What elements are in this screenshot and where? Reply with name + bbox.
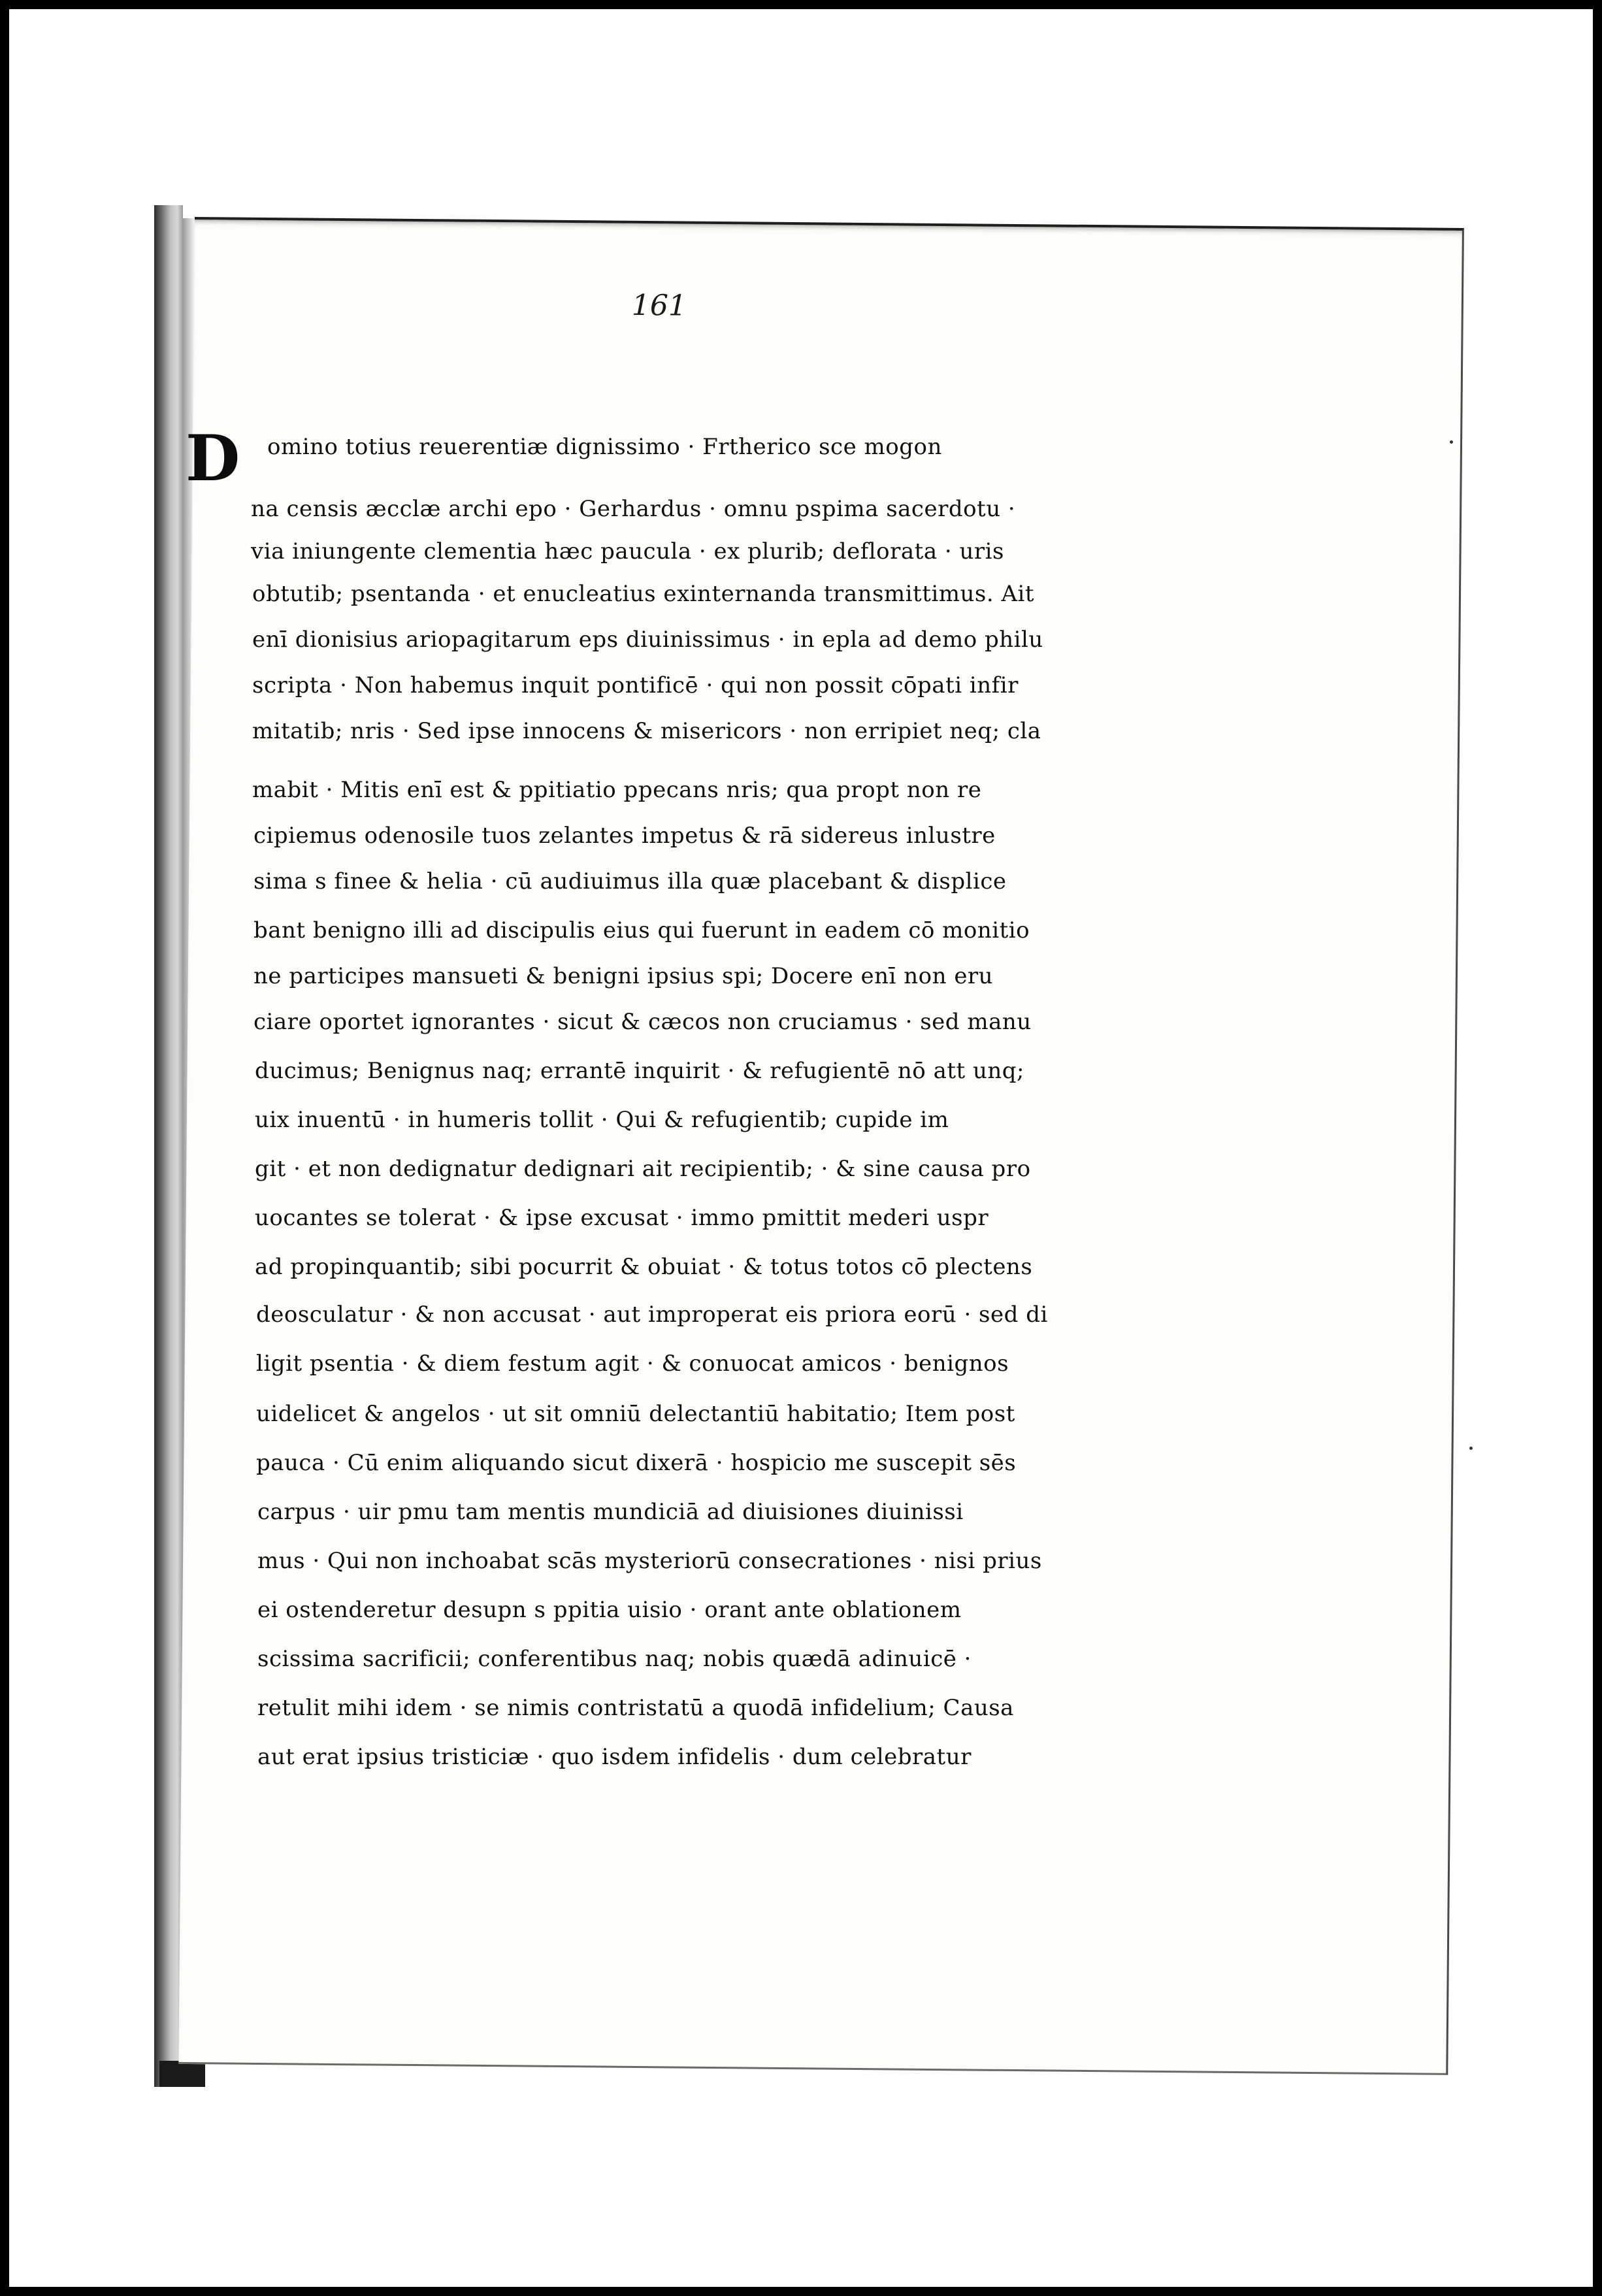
text-line: enī dionisius ariopagitarum eps diuinissimus · in epla ad demo philu [252,627,1043,653]
text-line: ligit psentia · & diem festum agit · & conuocat amicos · benignos [256,1351,1009,1377]
text-line: git · et non dedignatur dedignari ait recipientib; · & sine causa pro [255,1156,1031,1182]
text-line: ne participes mansueti & benigni ipsius spi; Docere enī non eru [253,963,994,989]
text-line: uix inuentū · in humeris tollit · Qui & refugientib; cupide im [255,1107,949,1133]
text-line: ad propinquantib; sibi pocurrit & obuiat · & totus totos cō plectens [255,1254,1033,1280]
text-line: na censis æcclæ archi epo · Gerhardus · omnu pspima sacerdotu · [251,496,1016,522]
text-line: via iniungente clementia hæc paucula · ex plurib; deflorata · uris [251,538,1004,565]
text-line: uocantes se tolerat · & ipse excusat · immo pmittit mederi uspr [255,1205,989,1231]
text-line: aut erat ipsius tristiciæ · quo isdem infidelis · dum celebratur [257,1744,972,1770]
margin-mark [1469,1447,1473,1450]
text-line: omino totius reuerentiæ dignissimo · Frtherico sce mogon [267,434,942,460]
text-line: sima s finee & helia · cū audiuimus illa quæ placebant & displice [253,868,1007,894]
text-line: mabit · Mitis enī est & ppitiatio ppecans nris; qua propt non re [252,777,982,803]
text-line: pauca · Cū enim aliquando sicut dixerā · hospicio me suscepit sēs [256,1450,1017,1476]
text-line: deosculatur · & non accusat · aut improperat eis priora eorū · sed di [256,1302,1048,1328]
text-line: uidelicet & angelos · ut sit omniū delectantiū habitatio; Item post [256,1401,1015,1427]
text-line: cipiemus odenosile tuos zelantes impetus & rā sidereus inlustre [253,823,996,849]
margin-mark [1450,440,1453,444]
text-line: scissima sacrificii; conferentibus naq; nobis quædā adinuicē · [257,1646,972,1672]
text-line: obtutib; psentanda · et enucleatius exinternanda transmittimus. Ait [252,581,1035,607]
text-line: ei ostenderetur desupn s ppitia uisio · orant ante oblationem [257,1597,962,1623]
text-line: bant benigno illi ad discipulis eius qui fuerunt in eadem cō monitio [253,917,1030,943]
text-line: mus · Qui non inchoabat scās mysteriorū consecrationes · nisi prius [257,1548,1042,1574]
spine-foot [159,2061,205,2087]
text-line: carpus · uir pmu tam mentis mundiciā ad diuisiones diuinissi [257,1499,964,1525]
text-line: ducimus; Benignus naq; errantē inquirit · & refugientē nō att unq; [255,1058,1024,1084]
text-line: mitatib; nris · Sed ipse innocens & misericors · non erripiet neq; cla [252,718,1041,744]
text-line: scripta · Non habemus inquit pontificē · qui non possit cōpati infir [252,672,1019,698]
text-line: retulit mihi idem · se nimis contristatū a quodā infidelium; Causa [257,1695,1014,1721]
text-line: ciare oportet ignorantes · sicut & cæcos non cruciamus · sed manu [253,1009,1032,1035]
decorated-initial: D [186,421,240,495]
folio-number: 161 [631,288,687,323]
binding-spine [154,205,183,2087]
